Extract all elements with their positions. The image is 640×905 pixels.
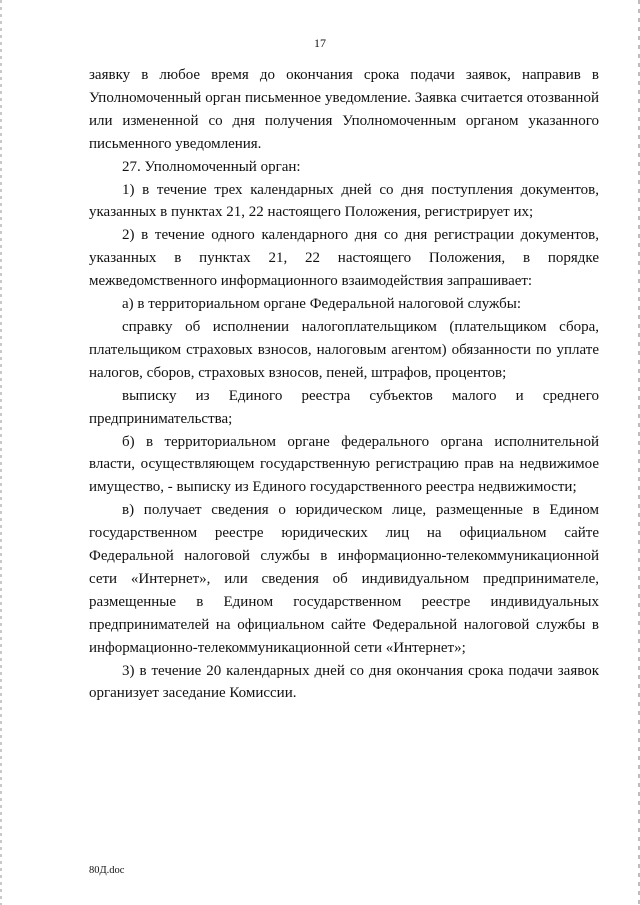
paragraph-subitem-v: в) получает сведения о юридическом лице, размещенные в Едином государственном реестре юридических лиц на официальном сайте Федеральной налоговой службы в информационно-телекоммуникационной сети «Интернет», или сведения об индивидуальном предпринимателе, размещенные в Едином государственном реестре индивидуальных предпринимателей на официальном сайте Федеральной налоговой службы в информационно-телекоммуникационной сети «Интернет»; <box>89 502 599 656</box>
paragraph-sme-register-extract: выписку из Единого реестра субъектов малого и среднего предпринимательства; <box>89 387 599 427</box>
document-body <box>89 64 599 705</box>
paragraph-subitem-3: 3) в течение 20 календарных дней со дня окончания срока подачи заявок организует заседание Комиссии. <box>89 662 599 702</box>
paragraph-subitem-a: а) в территориальном органе Федеральной налоговой службы: <box>122 296 522 313</box>
paragraph-continuation: заявку в любое время до окончания срока подачи заявок, направив в Уполномоченный орган письменное уведомление. Заявка считается отозванной или измененной со дня получения Уполномоченным органом указанного письменного уведомления. <box>89 67 599 152</box>
paragraph-subitem-b: б) в территориальном органе федерального органа исполнительной власти, осуществляющем государственную регистрацию прав на недвижимое имущество, - выписку из Единого государственного реестра недвижимости; <box>89 433 599 496</box>
paragraph-item-27: 27. Уполномоченный орган: <box>122 158 301 175</box>
page-number: 17 <box>314 36 326 50</box>
paragraph-subitem-1: 1) в течение трех календарных дней со дня поступления документов, указанных в пунктах 21, 22 настоящего Положения, регистрирует их; <box>89 181 599 221</box>
paragraph-tax-certificate: справку об исполнении налогоплательщиком (плательщиком сбора, плательщиком страховых взносов, налоговым агентом) обязанности по уплате налогов, сборов, страховых взносов, пеней, штрафов, процентов; <box>89 318 599 381</box>
scan-edge-left <box>0 0 2 905</box>
paragraph-subitem-2: 2) в течение одного календарного дня со дня регистрации документов, указанных в пунктах 21, 22 настоящего Положения, в порядке межведомственного информационного взаимодействия запрашивает: <box>89 227 599 290</box>
document-filename-footer: 80Д.doc <box>89 865 125 876</box>
